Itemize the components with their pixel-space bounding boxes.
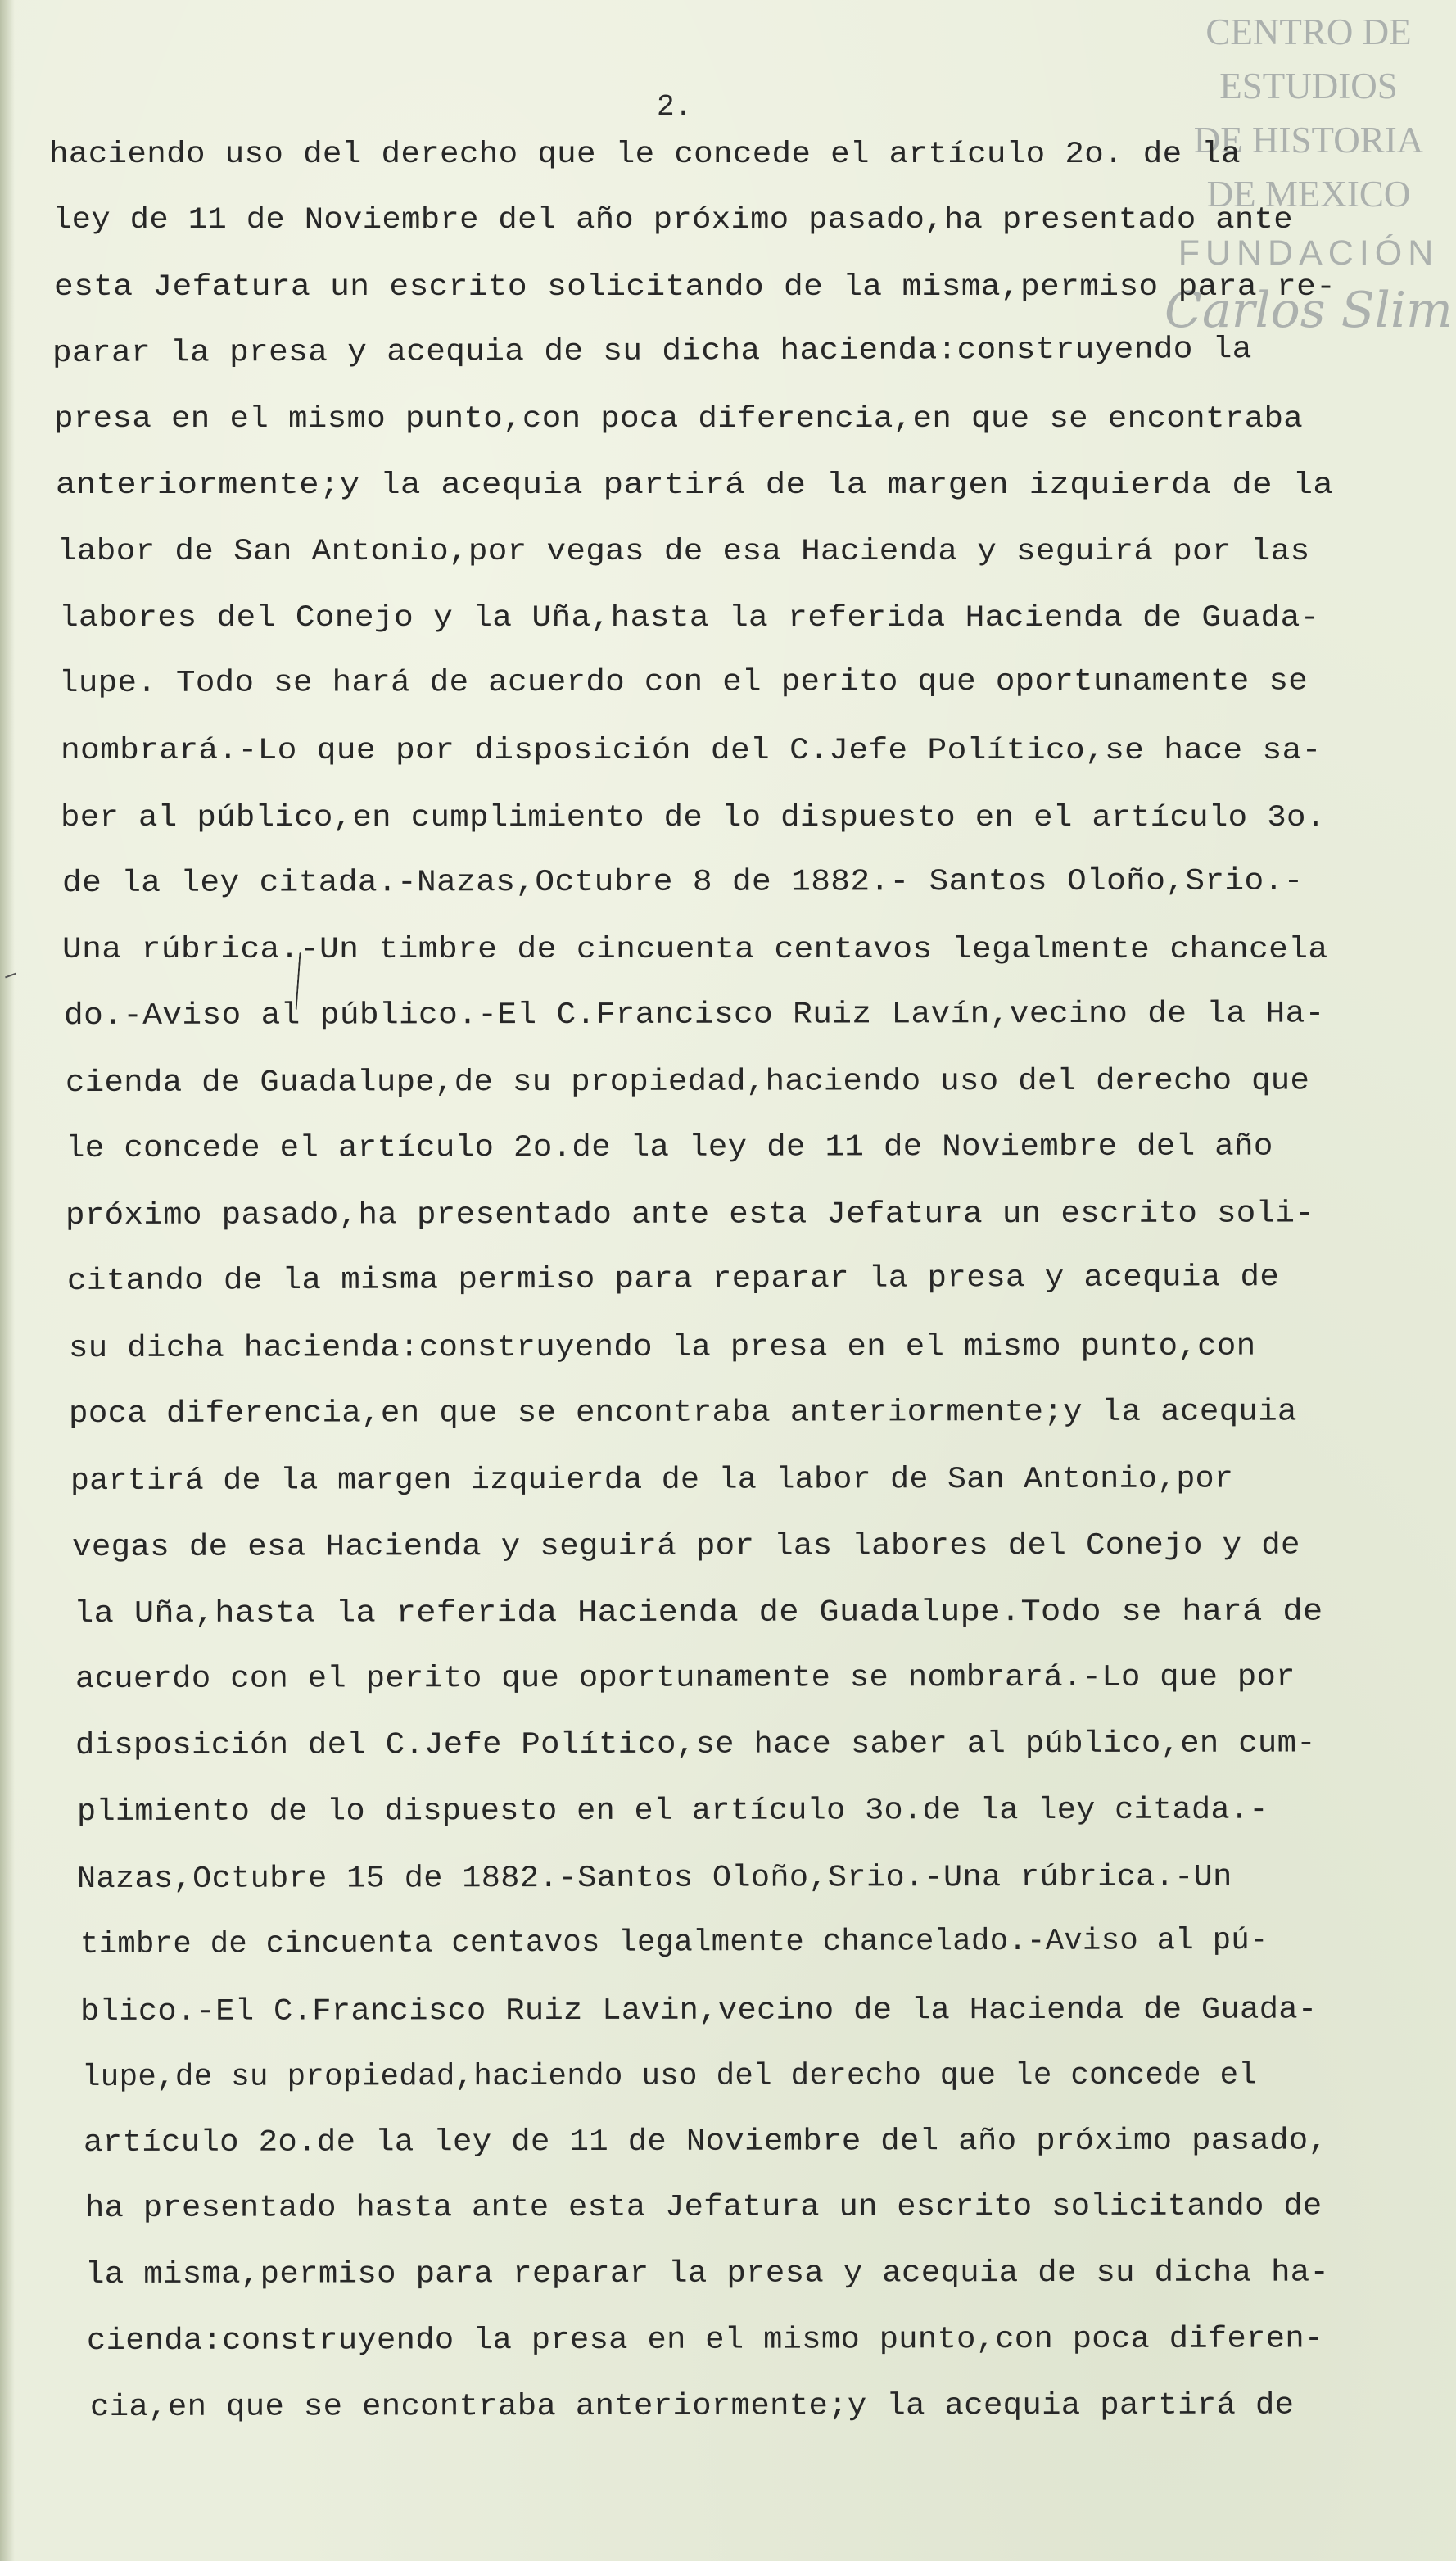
text-line: acuerdo con el perito que oportunamente se nombrará.-Lo que por: [75, 1660, 1295, 1697]
text-line: esta Jefatura un escrito solicitando de la misma,permiso para re-: [54, 270, 1336, 305]
text-line: presa en el mismo punto,con poca diferencia,en que se encontraba: [54, 402, 1304, 437]
text-line: lupe,de su propiedad,haciendo uso del derecho que le concede el: [81, 2058, 1258, 2095]
text-line: parar la presa y acequia de su dicha hacienda:construyendo la: [52, 333, 1252, 371]
text-line: plimiento de lo dispuesto en el artículo 3o.de la ley citada.-: [76, 1793, 1268, 1830]
text-line: la Uña,hasta la referida Hacienda de Guadalupe.Todo se hará de: [73, 1595, 1323, 1631]
watermark-line: CENTRO DE: [1205, 11, 1412, 52]
text-line: Nazas,Octubre 15 de 1882.-Santos Oloño,Srio.-Una rúbrica.-Un: [76, 1860, 1232, 1897]
text-line: Una rúbrica.-Un timbre de cincuenta centavos legalmente chancela: [62, 933, 1328, 967]
text-line: ley de 11 de Noviembre del año próximo pasado,ha presentado ante: [52, 203, 1293, 238]
text-line: citando de la misma permiso para reparar la presa y acequia de: [66, 1260, 1280, 1299]
text-line: partirá de la margen izquierda de la labor de San Antonio,por: [70, 1462, 1234, 1499]
watermark-signature: Carlos Slim: [1164, 282, 1453, 339]
text-line: de la ley citada.-Nazas,Octubre 8 de 1882.- Santos Oloño,Srio.-: [61, 864, 1304, 901]
text-line: la misma,permiso para reparar la presa y acequia de su dicha ha-: [84, 2256, 1330, 2292]
text-line: ha presentado hasta ante esta Jefatura un escrito solicitando de: [84, 2189, 1323, 2226]
text-line: artículo 2o.de la ley de 11 de Noviembre del año próximo pasado,: [83, 2124, 1328, 2161]
watermark-line: DE HISTORIA: [1193, 120, 1424, 161]
text-line: labores del Conejo y la Uña,hasta la referida Hacienda de Guada-: [59, 601, 1320, 636]
text-line: haciendo uso del derecho que le concede el artículo 2o. de la: [49, 138, 1241, 172]
page-number: 2.: [657, 90, 693, 124]
watermark-line: ESTUDIOS: [1219, 66, 1398, 106]
text-line: nombrará.-Lo que por disposición del C.Jefe Político,se hace sa-: [61, 734, 1322, 768]
text-line: su dicha hacienda:construyendo la presa en el mismo punto,con: [68, 1329, 1256, 1366]
text-line: cienda:construyendo la presa en el mismo punto,con poca diferen-: [86, 2322, 1324, 2359]
text-line: blico.-El C.Francisco Ruiz Lavin,vecino de la Hacienda de Guada-: [79, 1993, 1318, 2029]
text-line: le concede el artículo 2o.de la ley de 11 de Noviembre del año: [65, 1129, 1273, 1166]
text-line: anteriormente;y la acequia partirá de la margen izquierda de la: [56, 468, 1334, 503]
text-line: poca diferencia,en que se encontraba anteriormente;y la acequia: [68, 1395, 1297, 1432]
page-edge-shadow: [0, 0, 15, 2561]
watermark-foundation: FUNDACIÓN: [1178, 233, 1440, 273]
text-line: lupe. Todo se hará de acuerdo con el perito que oportunamente se: [58, 664, 1309, 701]
watermark-line: DE MEXICO: [1206, 174, 1411, 215]
archive-watermark: [1161, 5, 1456, 365]
text-line: vegas de esa Hacienda y seguirá por las labores del Conejo y de: [71, 1528, 1300, 1565]
text-line: disposición del C.Jefe Político,se hace saber al público,en cum-: [75, 1726, 1316, 1763]
text-line: do.-Aviso al público.-El C.Francisco Ruiz Lavín,vecino de la Ha-: [63, 997, 1325, 1034]
text-line: timbre de cincuenta centavos legalmente chancelado.-Aviso al pú-: [79, 1923, 1268, 1962]
text-line: cienda de Guadalupe,de su propiedad,haciendo uso del derecho que: [65, 1064, 1310, 1101]
text-line: cia,en que se encontraba anteriormente;y la acequia partirá de: [89, 2388, 1295, 2425]
text-line: próximo pasado,ha presentado ante esta Jefatura un escrito soli-: [65, 1197, 1315, 1233]
text-line: labor de San Antonio,por vegas de esa Hacienda y seguirá por las: [57, 535, 1310, 569]
text-line: ber al público,en cumplimiento de lo dispuesto en el artículo 3o.: [61, 801, 1326, 835]
